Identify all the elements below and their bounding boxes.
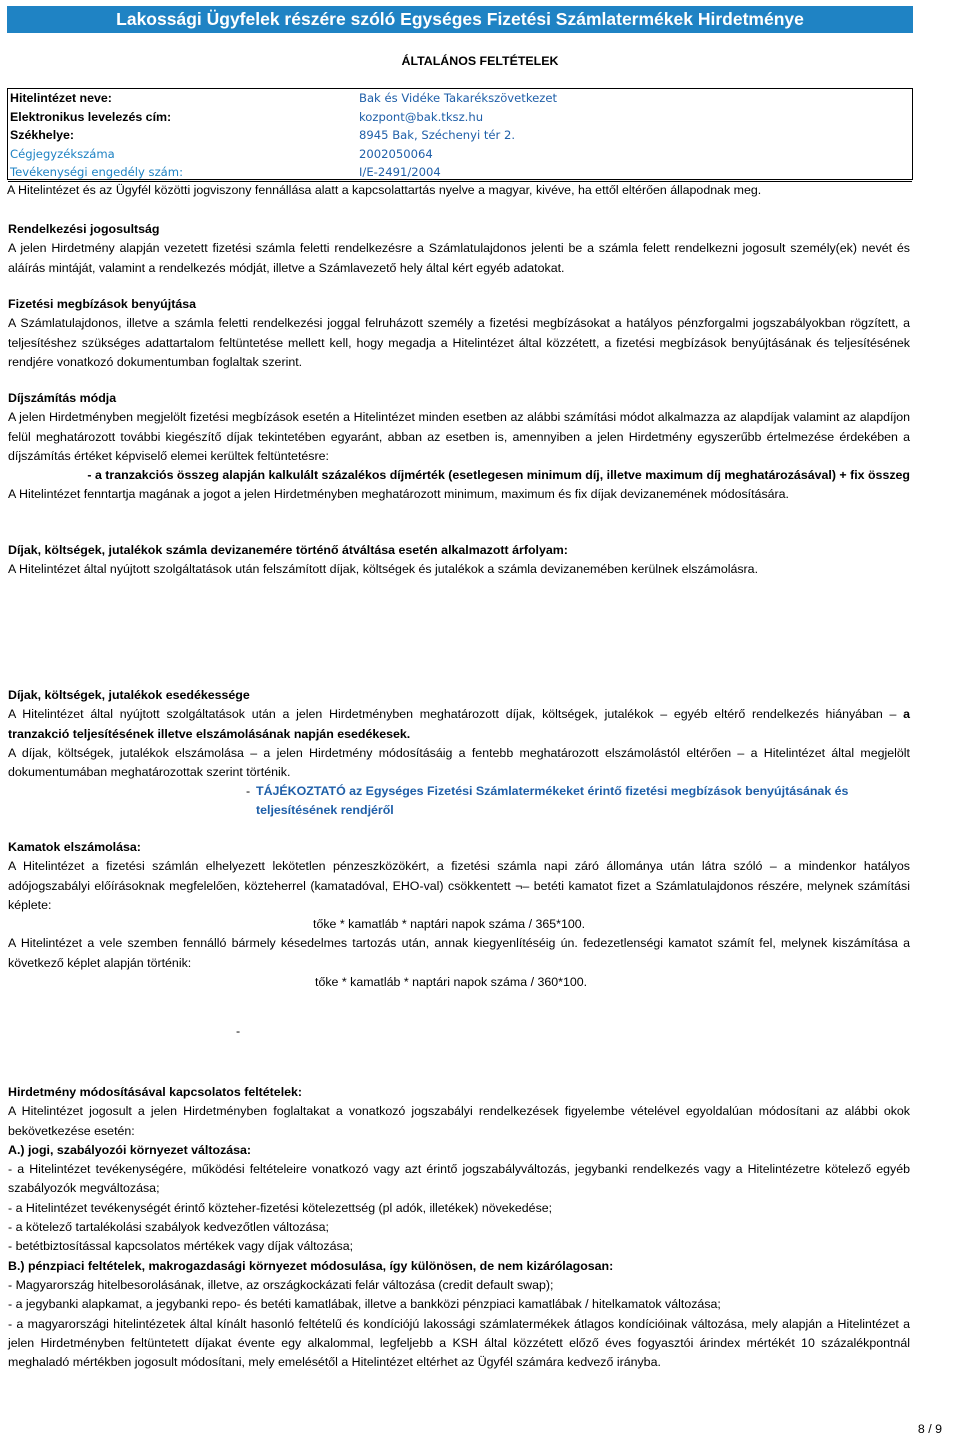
penalty-formula: tőke * kamatláb * naptári napok száma / 360*100. <box>315 975 588 990</box>
list-item: - a jegybanki alapkamat, a jegybanki repo- és betéti kamatlábak, illetve a bankközi pénzpiaci kamatlábak / hitelkamatok változása; <box>8 1297 721 1312</box>
info-label: Székhelye: <box>10 128 75 142</box>
section-title: ÁLTALÁNOS FELTÉTELEK <box>401 54 559 68</box>
section-esedekesseg <box>8 686 910 820</box>
list-dash: - <box>246 784 251 799</box>
subsection-a-heading: A.) jogi, szabályozói környezet változása: <box>8 1142 252 1157</box>
institution-info-table <box>7 88 913 180</box>
page-number: 8 / 9 <box>917 1422 942 1436</box>
info-row-license <box>8 163 912 182</box>
info-row-address <box>8 126 912 144</box>
due-text-bold: a tranzakció teljesítésének illetve elszámolásának napján esedékesek. <box>8 707 910 741</box>
section-heading: Rendelkezési jogosultság <box>8 222 160 236</box>
tajekoztato-link-cont[interactable]: teljesítésének rendjéről <box>256 803 394 818</box>
list-dash: - <box>236 1024 241 1038</box>
section-heading: Hirdetmény módosításával kapcsolatos feltételek: <box>8 1085 303 1099</box>
list-item: - betétbiztosítással kapcsolatos mértékek vagy díjak változása; <box>8 1239 354 1254</box>
due-text: A Hitelintézet által nyújtott szolgáltatások után a jelen Hirdetményben meghatározott díjak, költségek, jutalékok – egyéb eltérő rendelkezés hiányában – <box>8 707 904 722</box>
language-note: A Hitelintézet és az Ügyfél közötti jogviszony fennállása alatt a kapcsolattartás nyelve a magyar, kivéve, ha ettől eltérően állapodnak meg. <box>7 183 762 197</box>
info-row-name <box>8 89 912 107</box>
fee-formula-line: - a tranzakciós összeg alapján kalkulált százalékos díjmérték (esetlegesen minimum díj, illetve maximum díj meghatározásával) + fix összeg <box>87 468 910 483</box>
section-modositas <box>8 1083 910 1372</box>
section-heading: Díjak, költségek, jutalékok számla devizanemére történő átváltása esetén alkalmazott árfolyam: <box>8 543 568 557</box>
section-heading: Kamatok elszámolása: <box>8 840 141 854</box>
info-value: 8945 Bak, Széchenyi tér 2. <box>359 128 516 142</box>
info-value: I/E-2491/2004 <box>359 165 441 179</box>
section-text: A jelen Hirdetményben megjelölt fizetési megbízások esetén a Hitelintézet minden esetben az alábbi számítási módot alkalmazza az alapdíjak valamint az alapdíjon felül meghatározott további kiegészítő díjak tekintetében egyaránt, abban az esetben is, amennyiben a jelen Hirdetmény egyszerűbb értelmezése érdekében a díjszámítás értéket képviselő elemei kerültek feltüntetésre: <box>8 410 910 463</box>
list-item: - a kötelező tartalékolási szabályok kedvezőtlen változása; <box>8 1220 329 1235</box>
info-label: Elektronikus levelezés cím: <box>10 110 172 124</box>
info-link-block <box>8 782 910 820</box>
section-text: A Hitelintézet a vele szemben fennálló bármely késedelmes tartozás után, annak kiegyenlítéséig ún. fedezetlenségi kamatot számít fel, melynek kiszámítása a következő képlet alapján történik: <box>8 936 910 970</box>
section-text: A Számlatulajdonos, illetve a számla feletti rendelkezési joggal felruházott személy a fizetési megbízásokat a hatályos pénzforgalmi jogszabályokban rögzített, a teljesítéshez szükséges adattartalom feltüntetése mellett kell, hogy megadja a Hitelintézet által közzétett, a fizetési megbízások benyújtásának és teljesítésének rendjére vonatkozó dokumentumban foglaltak szerint. <box>8 316 910 369</box>
info-label: Cégjegyzékszáma <box>10 147 115 161</box>
list-item: - a magyarországi hitelintézetek által kínált hasonló feltételű és kondíciójú lakossági számlatermékek átlagos kondícióinak változása, mely alapján a Hitelintézet a jelen Hirdetményben feltüntetett díjakat évente egy alkalommal, legfeljebb a KSH által közzétett előző éves fogyasztói árindex mértékét 10 százalékpontnál meghaladó mértékben jogosult módosítani, mely emelésétől a Hitelintézet eltérhet az Ügyfél számára kedvező irányba. <box>8 1316 910 1370</box>
section-heading: Díjszámítás módja <box>8 391 117 405</box>
list-item: - a Hitelintézet tevékenységére, működési feltételeire vonatkozó vagy azt érintő jogszabályváltozás, jegybanki rendelkezés vagy a Hitelintézetre kötelező egyéb szabályozók megváltozása; <box>8 1162 910 1196</box>
subsection-b-heading: B.) pénzpiaci feltételek, makrogazdasági környezet módosulása, így különösen, de nem kizárólagosan: <box>8 1258 614 1273</box>
section-text: A Hitelintézet a fizetési számlán elhelyezett lekötetlen pénzeszközökért, a fizetési számla napi záró állománya után látra szóló – a mindenkor hatályos adójogszabályi előírásoknak megfelelően, közteherrel (kamatadóval, EHO-val) csökkentett ¬– betéti kamatot fizet a Számlatulajdonos részére, melynek számítási képlete: <box>8 859 910 912</box>
info-value-email-link[interactable]: kozpont@bak.tksz.hu <box>359 110 484 124</box>
section-rendelkezesi <box>8 220 910 278</box>
section-fizetesi <box>8 295 910 372</box>
section-text: A Hitelintézet fenntartja magának a jogot a jelen Hirdetményben meghatározott minimum, maximum és fix díjak devizanemének módosítására. <box>8 487 789 502</box>
info-value: Bak és Vidéke Takarékszövetkezet <box>359 91 558 105</box>
info-row-email <box>8 108 912 126</box>
section-dijszamitas <box>8 389 910 505</box>
list-item: - a Hitelintézet tevékenységét érintő közteher-fizetési kötelezettség (pl adók, illetékek) növekedése; <box>8 1200 553 1215</box>
page-header-bar <box>7 6 913 33</box>
section-heading: Fizetési megbízások benyújtása <box>8 297 196 311</box>
info-label: Hitelintézet neve: <box>10 91 112 105</box>
section-text: A jelen Hirdetmény alapján vezetett fizetési számla feletti rendelkezésre a Számlatulajdonos jelenti be a számla felett rendelkezni jogosult személy(ek) nevét és aláírás mintáját, valamint a rendelkezés módját, illetve a Számlavezető hely által kért egyéb adatokat. <box>8 241 910 275</box>
info-row-registry <box>8 145 912 163</box>
interest-formula: tőke * kamatláb * naptári napok száma / 365*100. <box>313 917 586 932</box>
section-kamatok <box>8 838 910 992</box>
list-item: - Magyarország hitelbesorolásának, illetve, az országkockázati felár változása (credit default swap); <box>8 1277 554 1292</box>
page-title: Lakossági Ügyfelek részére szóló Egységes Fizetési Számlatermékek Hirdetménye <box>116 9 804 29</box>
section-text <box>8 705 910 744</box>
tajekoztato-link[interactable]: TÁJÉKOZTATÓ az Egységes Fizetési Számlatermékeket érintő fizetési megbízások benyújtásának és <box>256 784 849 799</box>
info-label: Tevékenységi engedély szám: <box>10 165 183 179</box>
section-text: A Hitelintézet által nyújtott szolgáltatások után felszámított díjak, költségek és jutalékok a számla devizanemében kerülnek elszámolásra. <box>8 562 759 577</box>
section-text: A díjak, költségek, jutalékok elszámolása – a jelen Hirdetmény módosításáig a fentebb meghatározott elszámolástól eltérően – a Hitelintézet által megjelölt dokumentumában meghatározottak szerint történik. <box>8 745 910 780</box>
section-text: A Hitelintézet jogosult a jelen Hirdetményben foglaltakat a vonatkozó jogszabályi rendelkezések figyelembe vételével egyoldalúan módosítani az alábbi okok bekövetkezése esetén: <box>8 1104 910 1138</box>
section-arfolyam <box>8 541 910 580</box>
section-heading: Díjak, költségek, jutalékok esedékessége <box>8 688 250 702</box>
info-value: 2002050064 <box>359 147 433 161</box>
